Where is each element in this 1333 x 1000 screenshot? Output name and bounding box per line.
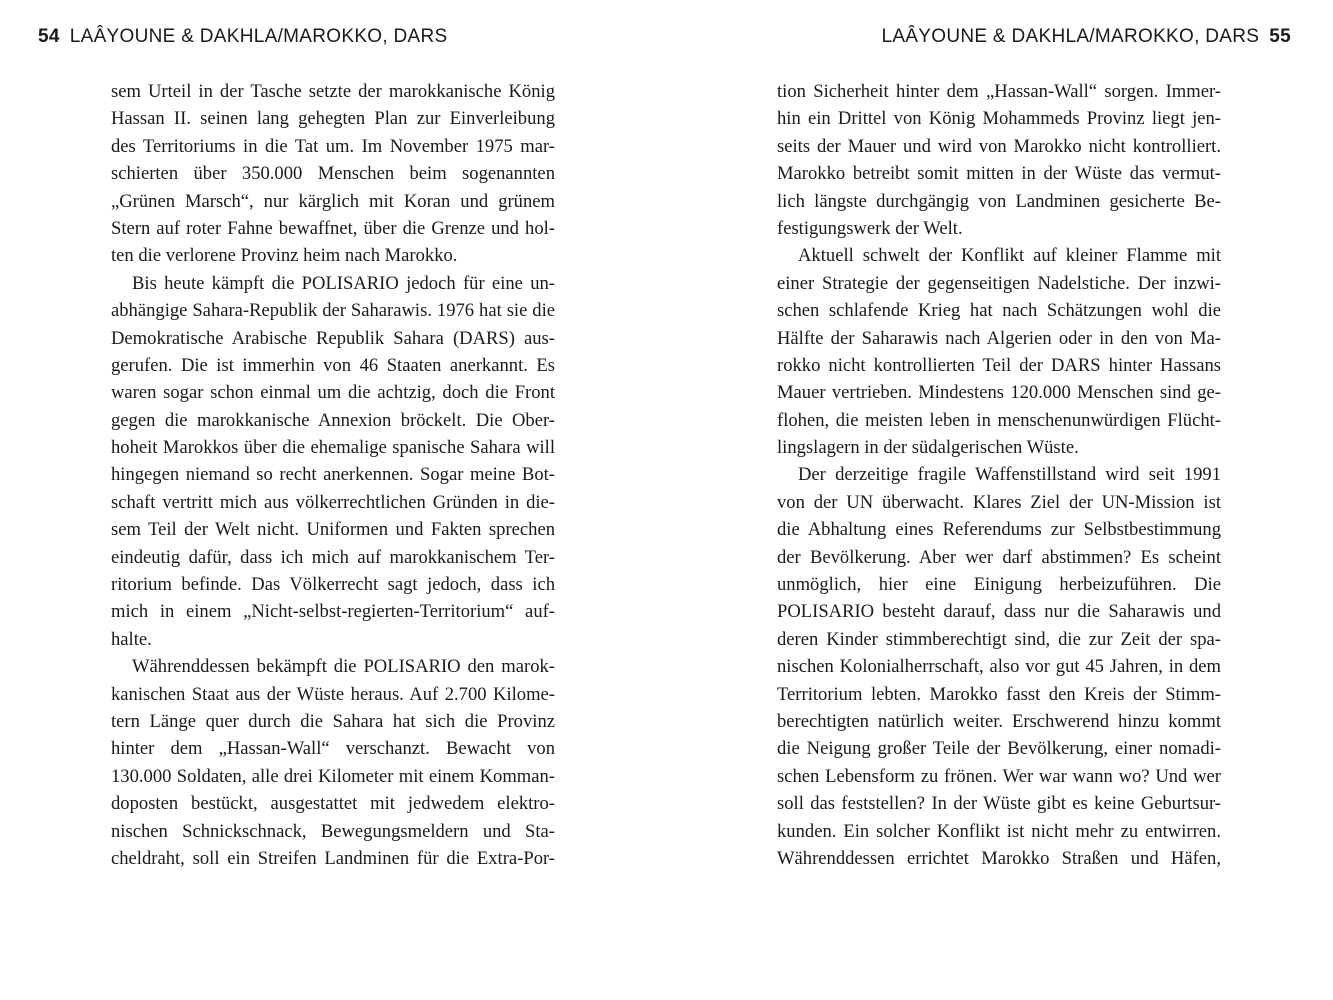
text-line: des Territoriums in die Tat um. Im November 1975 mar- <box>111 135 555 157</box>
text-line: Währenddessen bekämpft die POLISARIO den marok- <box>132 656 555 678</box>
text-line: gegen die marokkanische Annexion bröckelt. Die Ober- <box>111 409 555 431</box>
text-line: kanischen Staat aus der Wüste heraus. Auf 2.700 Kilome- <box>111 683 555 705</box>
text-line: gerufen. Die ist immerhin von 46 Staaten anerkannt. Es <box>111 354 555 376</box>
text-line: ritorium befinde. Das Völkerrecht sagt jedoch, dass ich <box>111 574 555 596</box>
text-line: Marokko betreibt somit mitten in der Wüste das vermut- <box>777 163 1221 185</box>
text-line: die Neigung großer Teile der Bevölkerung, einer nomadi- <box>777 738 1221 760</box>
text-line: Demokratische Arabische Republik Sahara (DARS) aus- <box>111 327 555 349</box>
text-line: ten die verlorene Provinz heim nach Marokko. <box>111 245 458 267</box>
right-running-header <box>881 26 1291 48</box>
right-running-title: LAÂYOUNE & DAKHLA/MAROKKO, DARS <box>881 26 1260 47</box>
left-page-body <box>111 78 555 872</box>
left-running-header <box>38 26 448 48</box>
text-line: seits der Mauer und wird von Marokko nicht kontrolliert. <box>777 135 1221 157</box>
right-page-body <box>777 78 1221 872</box>
text-line: soll das feststellen? In der Wüste gibt es keine Geburtsur- <box>777 793 1221 815</box>
text-line: schen Lebensform zu frönen. Wer war wann wo? Und wer <box>777 765 1221 787</box>
text-line: unmöglich, hier eine Einigung herbeizuführen. Die <box>777 574 1221 596</box>
text-line: hinter dem „Hassan-Wall“ verschanzt. Bewacht von <box>111 738 555 760</box>
text-line: lich längste durchgängig von Landminen gesicherte Be- <box>777 190 1221 212</box>
text-line: die Abhaltung eines Referendums zur Selbstbestimmung <box>777 519 1221 541</box>
text-line: tion Sicherheit hinter dem „Hassan-Wall“ sorgen. Immer- <box>777 81 1221 102</box>
text-line: waren sogar schon einmal um die achtzig, doch die Front <box>111 382 555 404</box>
left-running-title: LAÂYOUNE & DAKHLA/MAROKKO, DARS <box>69 26 448 47</box>
text-line: Aktuell schwelt der Konflikt auf kleiner Flamme mit <box>798 245 1221 267</box>
text-line: Hassan II. seinen lang gehegten Plan zur Einverleibung <box>111 108 555 130</box>
text-line: Stern auf roter Fahne bewaffnet, über die Grenze und hol- <box>111 217 555 239</box>
text-line: flohen, die meisten leben in menschenunwürdigen Flücht- <box>777 409 1221 431</box>
text-line: hingegen niemand so recht anerkennen. Sogar meine Bot- <box>111 464 555 486</box>
text-line: eindeutig dafür, dass ich mich auf marokkanischem Ter- <box>111 546 555 568</box>
text-line: deren Kinder stimmberechtigt sind, die zur Zeit der spa- <box>777 628 1221 650</box>
text-line: der Bevölkerung. Aber wer darf abstimmen? Es scheint <box>777 546 1221 568</box>
text-line: schaft vertritt mich aus völkerrechtlichen Gründen in die- <box>111 491 555 513</box>
text-line: 130.000 Soldaten, alle drei Kilometer mit einem Komman- <box>111 765 555 787</box>
text-line: mich in einem „Nicht-selbst-regierten-Territorium“ auf- <box>111 601 555 623</box>
text-line: rokko nicht kontrollierten Teil der DARS hinter Hassans <box>777 354 1221 376</box>
text-line: Der derzeitige fragile Waffenstillstand wird seit 1991 <box>798 464 1221 486</box>
text-line: festigungswerk der Welt. <box>777 217 963 239</box>
text-line: cheldraht, soll ein Streifen Landminen für die Extra-Por- <box>111 847 555 869</box>
text-line: Mauer vertrieben. Mindestens 120.000 Menschen sind ge- <box>777 382 1221 404</box>
text-line: halte. <box>111 628 152 650</box>
text-line: „Grünen Marsch“, nur kärglich mit Koran und grünem <box>111 190 555 212</box>
text-line: abhängige Sahara-Republik der Saharawis. 1976 hat sie die <box>111 300 555 322</box>
text-line: nischen Kolonialherrschaft, also vor gut 45 Jahren, in dem <box>777 656 1221 678</box>
text-line: hoheit Marokkos über die ehemalige spanische Sahara will <box>111 437 555 459</box>
text-line: Hälfte der Saharawis nach Algerien oder in den von Ma- <box>777 327 1221 349</box>
text-line: tern Länge quer durch die Sahara hat sich die Provinz <box>111 710 555 732</box>
text-line: hin ein Drittel von König Mohammeds Provinz liegt jen- <box>777 108 1221 130</box>
text-line: lingslagern in der südalgerischen Wüste. <box>777 437 1079 459</box>
text-line: schierten über 350.000 Menschen beim sogenannten <box>111 163 555 185</box>
right-page-number: 55 <box>1269 26 1291 47</box>
text-line: kunden. Ein solcher Konflikt ist nicht mehr zu entwirren. <box>777 820 1221 842</box>
text-line: Bis heute kämpft die POLISARIO jedoch für eine un- <box>132 272 555 294</box>
text-line: nischen Schnickschnack, Bewegungsmeldern und Sta- <box>111 820 555 842</box>
text-line: Territorium lebten. Marokko fasst den Kreis der Stimm- <box>777 683 1221 705</box>
text-line: einer Strategie der gegenseitigen Nadelstiche. Der inzwi- <box>777 272 1221 294</box>
text-line: Währenddessen errichtet Marokko Straßen und Häfen, <box>777 847 1221 869</box>
left-page-number: 54 <box>38 26 60 47</box>
text-line: von der UN überwacht. Klares Ziel der UN-Mission ist <box>777 491 1221 513</box>
text-line: POLISARIO besteht darauf, dass nur die Saharawis und <box>777 601 1221 623</box>
text-line: sem Teil der Welt nicht. Uniformen und Fakten sprechen <box>111 519 555 541</box>
text-line: berechtigten natürlich weiter. Erschwerend hinzu kommt <box>777 710 1221 732</box>
text-line: schen schlafende Krieg hat nach Schätzungen wohl die <box>777 300 1221 322</box>
text-line: sem Urteil in der Tasche setzte der marokkanische König <box>111 81 555 102</box>
text-line: doposten bestückt, ausgestattet mit jedwedem elektro- <box>111 793 555 815</box>
